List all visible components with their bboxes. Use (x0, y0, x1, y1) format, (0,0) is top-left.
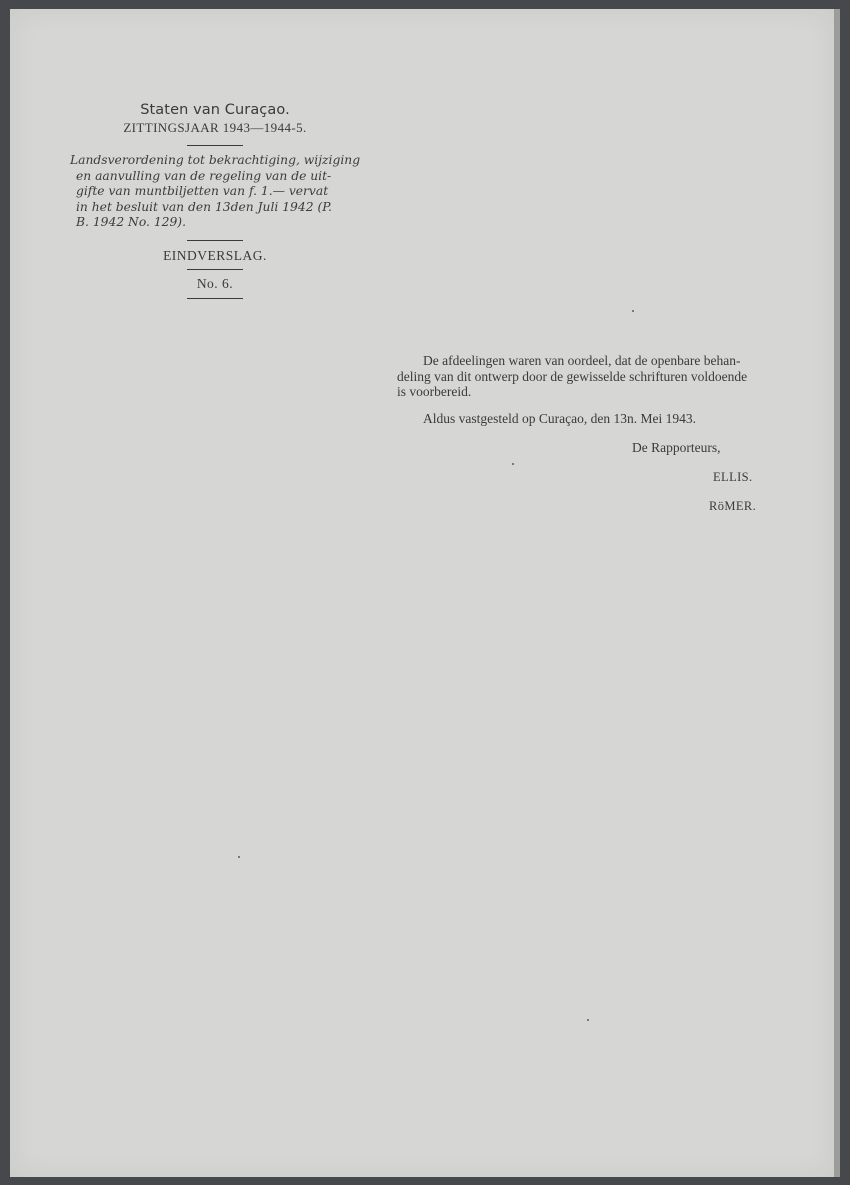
subject-line: gifte van muntbiljetten van f. 1.— vervat (76, 184, 329, 198)
signatory-romer: RöMER. (709, 499, 757, 513)
subject-line: en aanvulling van de regeling van de uit- (76, 168, 332, 183)
report-paragraph (397, 353, 789, 400)
paper-speck (512, 463, 514, 465)
paragraph-line: is voorbereid. (397, 384, 472, 399)
paper-speck (587, 1019, 589, 1021)
reporters-label: De Rapporteurs, (632, 440, 721, 455)
paper-speck (632, 310, 634, 312)
report-number: No. 6. (196, 275, 234, 291)
header-divider (187, 145, 243, 146)
session-year: ZITTINGSJAAR 1943—1944-5. (123, 120, 307, 135)
paragraph-line: deling van dit ontwerp door de gewisselde schrifturen voldoende (397, 368, 748, 384)
subject-line: Landsverordening tot bekrachtiging, wijziging (70, 153, 361, 167)
subject-line: in het besluit van den 13den Juli 1942 (P. (76, 199, 332, 214)
paragraph-line: De afdeelingen waren van oordeel, dat de openbare behan- (423, 353, 741, 368)
subject-line: B. 1942 No. 129). (76, 215, 186, 229)
number-divider (187, 298, 243, 299)
page-edge (834, 9, 840, 1177)
ordinance-subject (70, 153, 362, 231)
document-header (70, 96, 360, 299)
report-divider (187, 269, 243, 270)
adoption-statement: Aldus vastgesteld op Curaçao, den 13n. Mei 1943. (423, 411, 696, 426)
signatory-ellis: ELLIS. (713, 470, 753, 484)
subject-divider (187, 240, 243, 241)
report-type: EINDVERSLAG. (163, 247, 267, 263)
assembly-name: Staten van Curaçao. (140, 102, 290, 118)
paper-speck (238, 856, 240, 858)
